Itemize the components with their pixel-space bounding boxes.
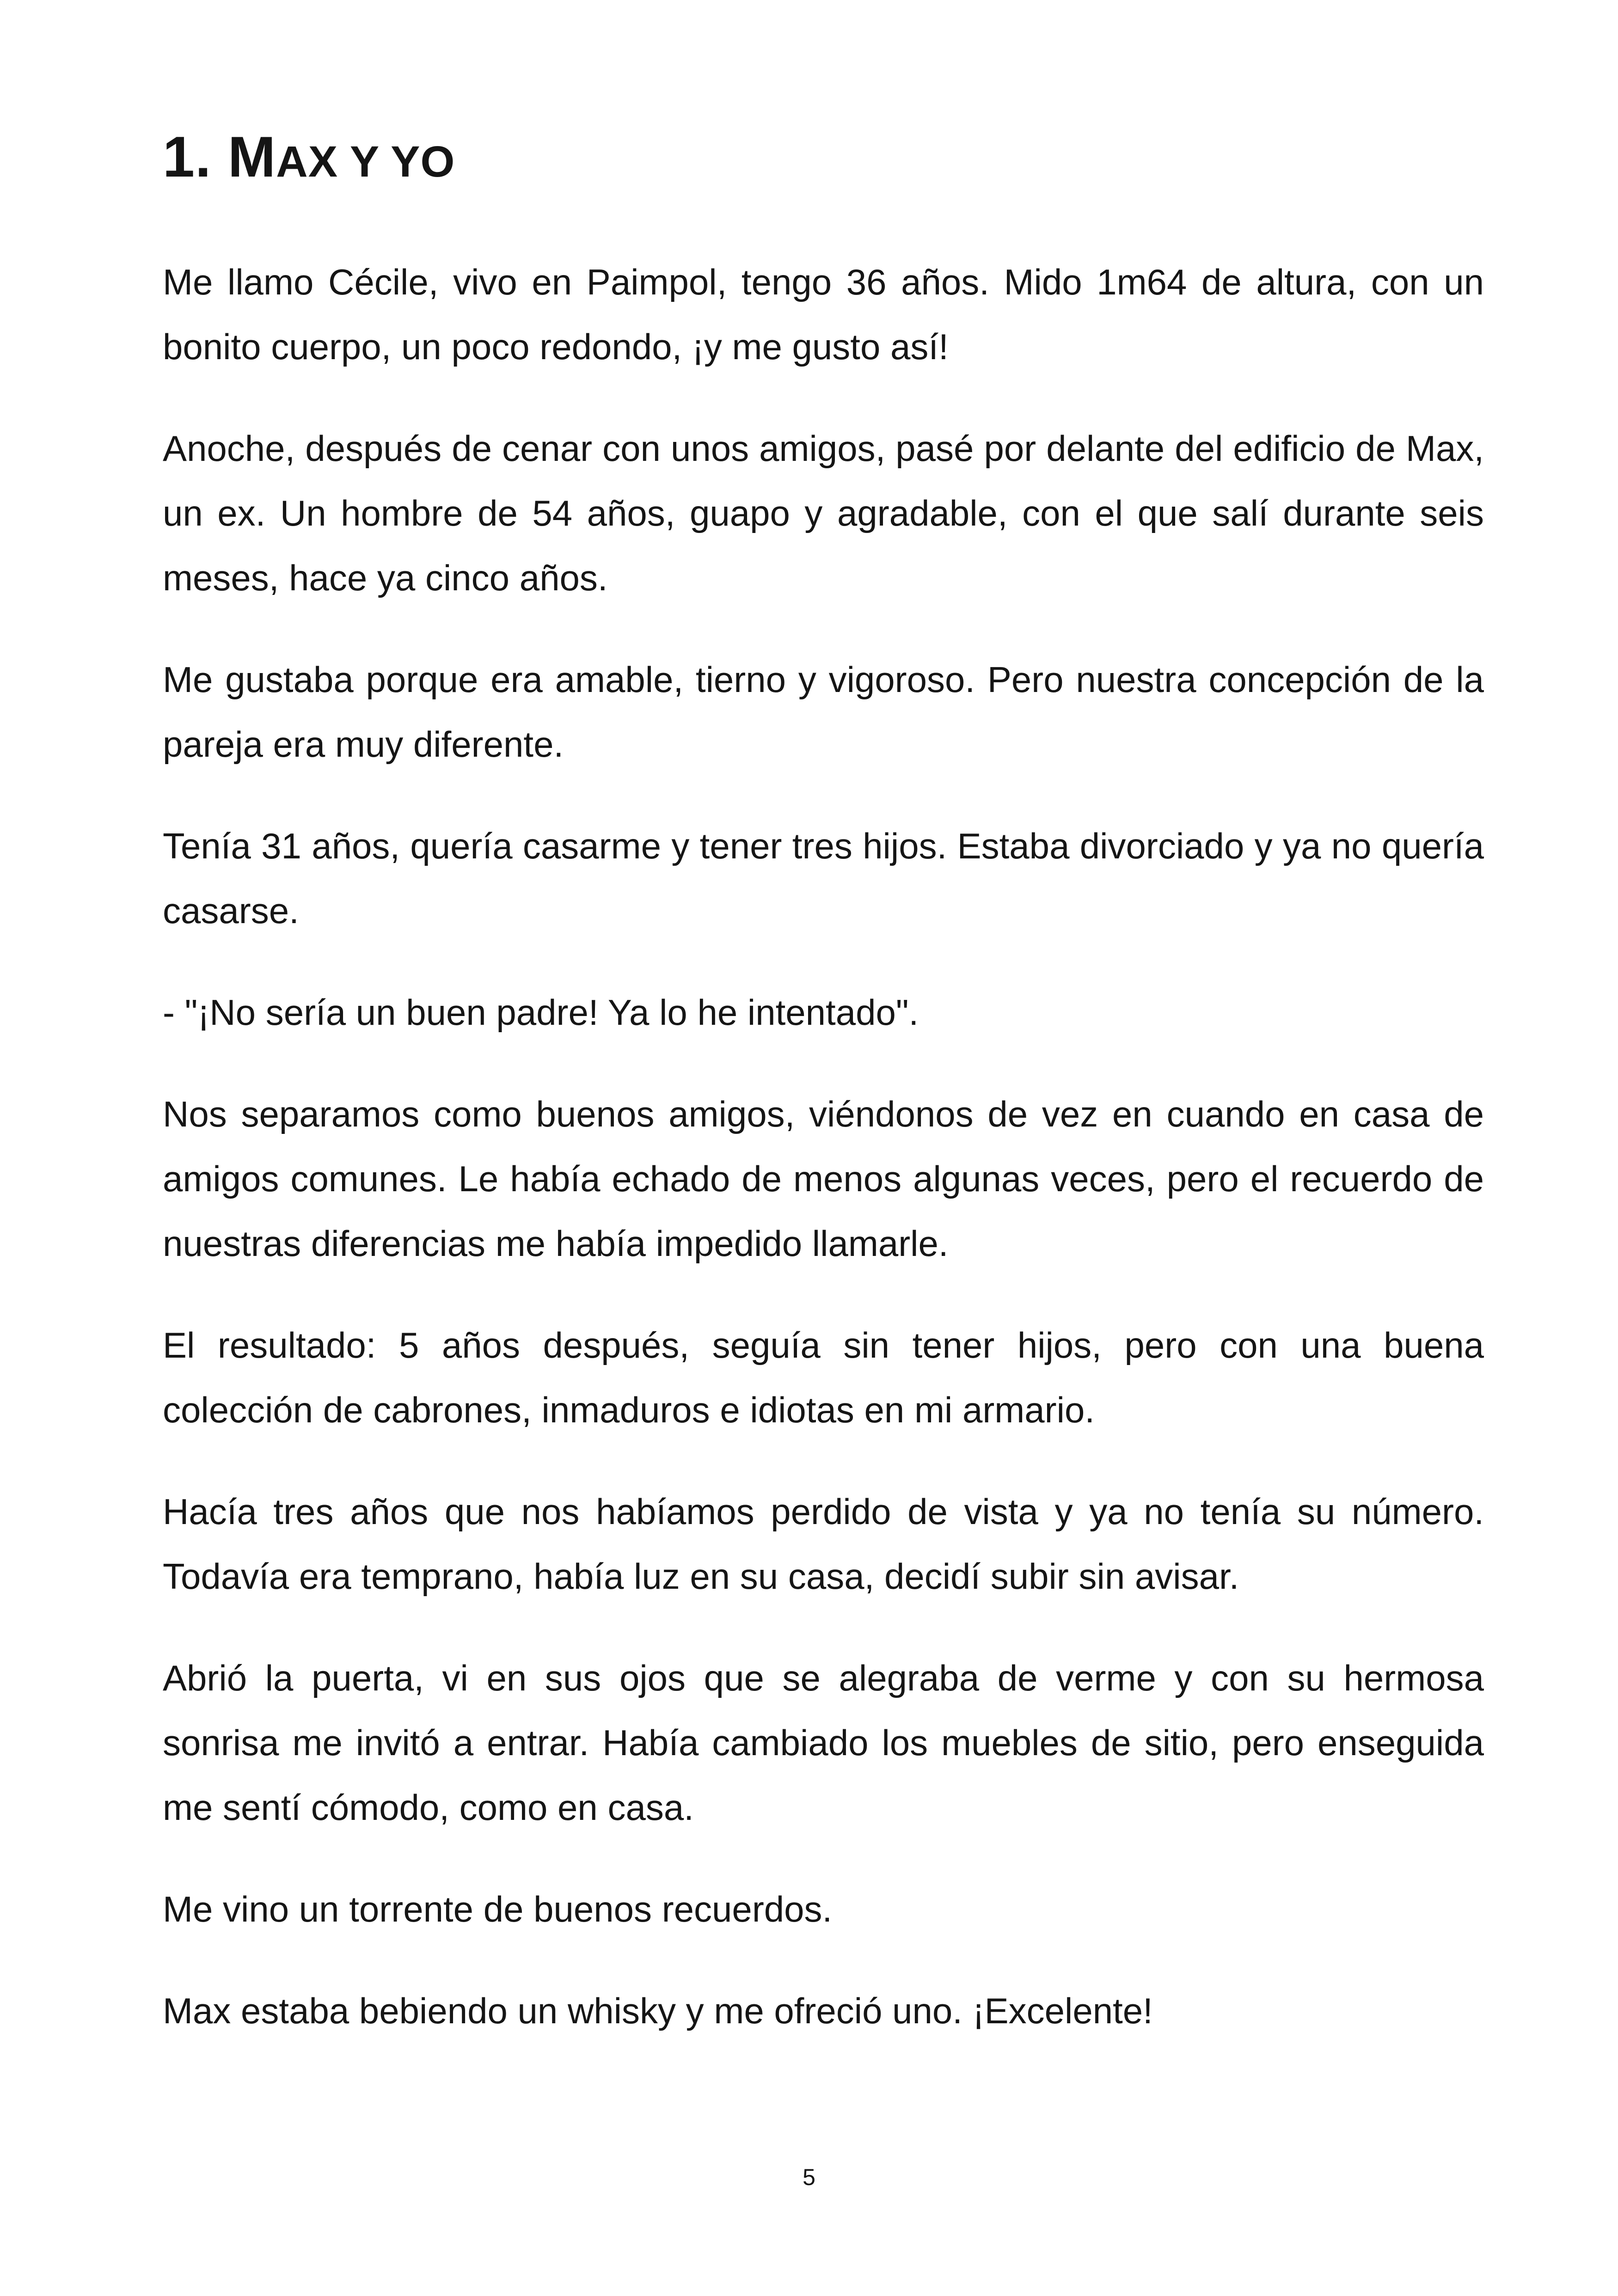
paragraph: Tenía 31 años, quería casarme y tener tres hijos. Estaba divorciado y ya no quería casarse. xyxy=(163,826,1484,931)
paragraph: Me vino un torrente de buenos recuerdos. xyxy=(163,1889,833,1929)
paragraph: Hacía tres años que nos habíamos perdido de vista y ya no tenía su número. Todavía era temprano, había luz en su casa, decidí subir sin avisar. xyxy=(163,1491,1484,1597)
paragraph: Nos separamos como buenos amigos, viéndonos de vez en cuando en casa de amigos comunes. Le había echado de menos algunas veces, pero el recuerdo de nuestras diferencias me había impedido llamarle. xyxy=(163,1094,1484,1264)
paragraph: Anoche, después de cenar con unos amigos, pasé por delante del edificio de Max, un ex. Un hombre de 54 años, guapo y agradable, con el que salí durante seis meses, hace ya cinco años. xyxy=(163,428,1484,598)
chapter-title xyxy=(163,122,455,196)
paragraph: Max estaba bebiendo un whisky y me ofreció uno. ¡Excelente! xyxy=(163,1990,1153,2031)
dialogue-line: - "¡No sería un buen padre! Ya lo he intentado". xyxy=(163,992,919,1033)
paragraph: Abrió la puerta, vi en sus ojos que se alegraba de verme y con su hermosa sonrisa me invitó a entrar. Había cambiado los muebles de sitio, pero enseguida me sentí cómodo, como en casa. xyxy=(163,1658,1484,1828)
paragraph: Me llamo Cécile, vivo en Paimpol, tengo 36 años. Mido 1m64 de altura, con un bonito cuerpo, un poco redondo, ¡y me gusto así! xyxy=(163,262,1484,367)
paragraph: Me gustaba porque era amable, tierno y vigoroso. Pero nuestra concepción de la pareja era muy diferente. xyxy=(163,659,1484,765)
chapter-number: 1. xyxy=(163,125,212,189)
chapter-title-initial: M xyxy=(227,125,276,189)
paragraph: El resultado: 5 años después, seguía sin tener hijos, pero con una buena colección de cabrones, inmaduros e idiotas en mi armario. xyxy=(163,1325,1484,1430)
chapter-title-rest: AX Y YO xyxy=(276,137,455,186)
page-number: 5 xyxy=(803,2164,815,2190)
chapter-body xyxy=(163,250,1484,2080)
